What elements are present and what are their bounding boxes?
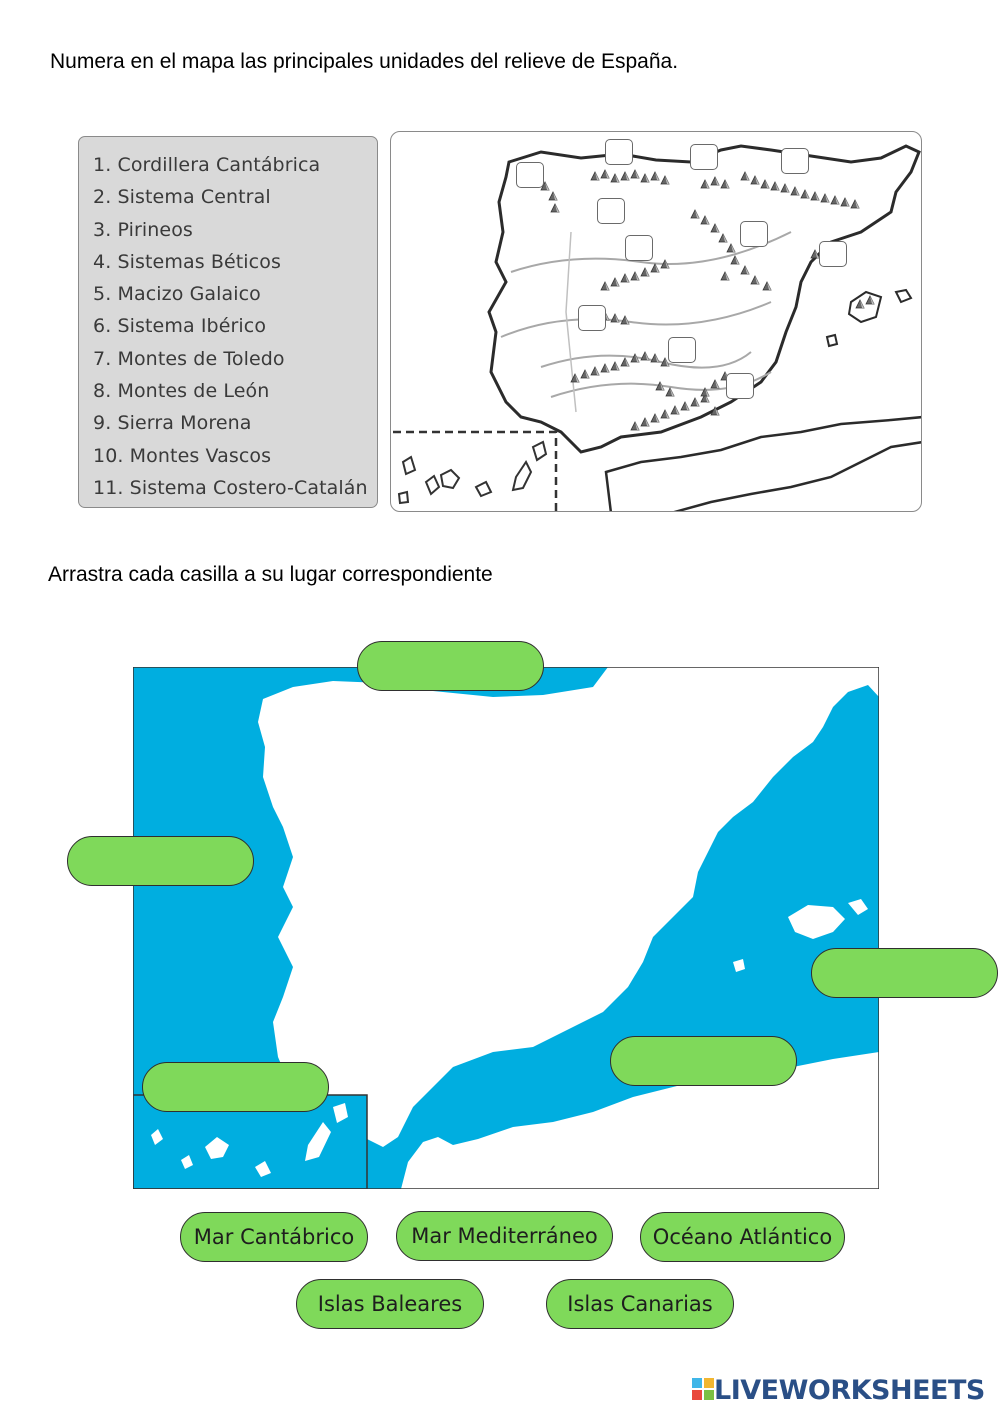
- number-box[interactable]: [516, 162, 544, 188]
- legend-item: 2. Sistema Central: [93, 186, 271, 209]
- brand-icon: [692, 1378, 714, 1402]
- relief-map-drawing: [391, 132, 922, 512]
- relief-map: [390, 131, 922, 512]
- number-box[interactable]: [740, 221, 768, 247]
- drop-zone-southeast[interactable]: [610, 1036, 797, 1086]
- legend-item: 8. Montes de León: [93, 380, 270, 403]
- legend-item: 7. Montes de Toledo: [93, 347, 285, 370]
- legend-item: 9. Sierra Morena: [93, 412, 252, 435]
- number-box[interactable]: [605, 139, 633, 165]
- chip-mar-cantabrico[interactable]: Mar Cantábrico: [180, 1212, 368, 1262]
- legend-item: 1. Cordillera Cantábrica: [93, 154, 321, 176]
- number-box[interactable]: [625, 235, 653, 261]
- chip-islas-canarias[interactable]: Islas Canarias: [546, 1279, 734, 1329]
- number-box[interactable]: [819, 241, 847, 267]
- drop-zone-canary[interactable]: [142, 1062, 329, 1112]
- chip-islas-baleares[interactable]: Islas Baleares: [296, 1279, 484, 1329]
- legend-item: 10. Montes Vascos: [93, 444, 272, 467]
- legend-item: 6. Sistema Ibérico: [93, 315, 267, 338]
- chip-mar-mediterraneo[interactable]: Mar Mediterráneo: [396, 1211, 613, 1261]
- number-box[interactable]: [726, 373, 754, 399]
- number-box[interactable]: [578, 305, 606, 331]
- legend-item: 5. Macizo Galaico: [93, 283, 261, 306]
- legend-item: 3. Pirineos: [93, 218, 193, 241]
- number-box[interactable]: [690, 144, 718, 170]
- drop-zone-east[interactable]: [811, 948, 998, 998]
- brand-name: LIVEWORKSHEETS: [714, 1374, 985, 1406]
- drop-zone-west[interactable]: [67, 836, 254, 886]
- number-box[interactable]: [781, 148, 809, 174]
- instruction-drag: Arrastra cada casilla a su lugar correspondiente: [48, 563, 493, 586]
- drop-zone-north[interactable]: [357, 641, 544, 691]
- relief-legend: [78, 136, 378, 508]
- legend-item: 4. Sistemas Béticos: [93, 250, 281, 273]
- chip-oceano-atlantico[interactable]: Océano Atlántico: [640, 1212, 845, 1262]
- brand-logo: [692, 1374, 985, 1406]
- legend-item: 11. Sistema Costero-Catalán: [93, 476, 368, 499]
- number-box[interactable]: [597, 198, 625, 224]
- number-box[interactable]: [668, 337, 696, 363]
- instruction-numbering: Numera en el mapa las principales unidades del relieve de España.: [50, 50, 679, 73]
